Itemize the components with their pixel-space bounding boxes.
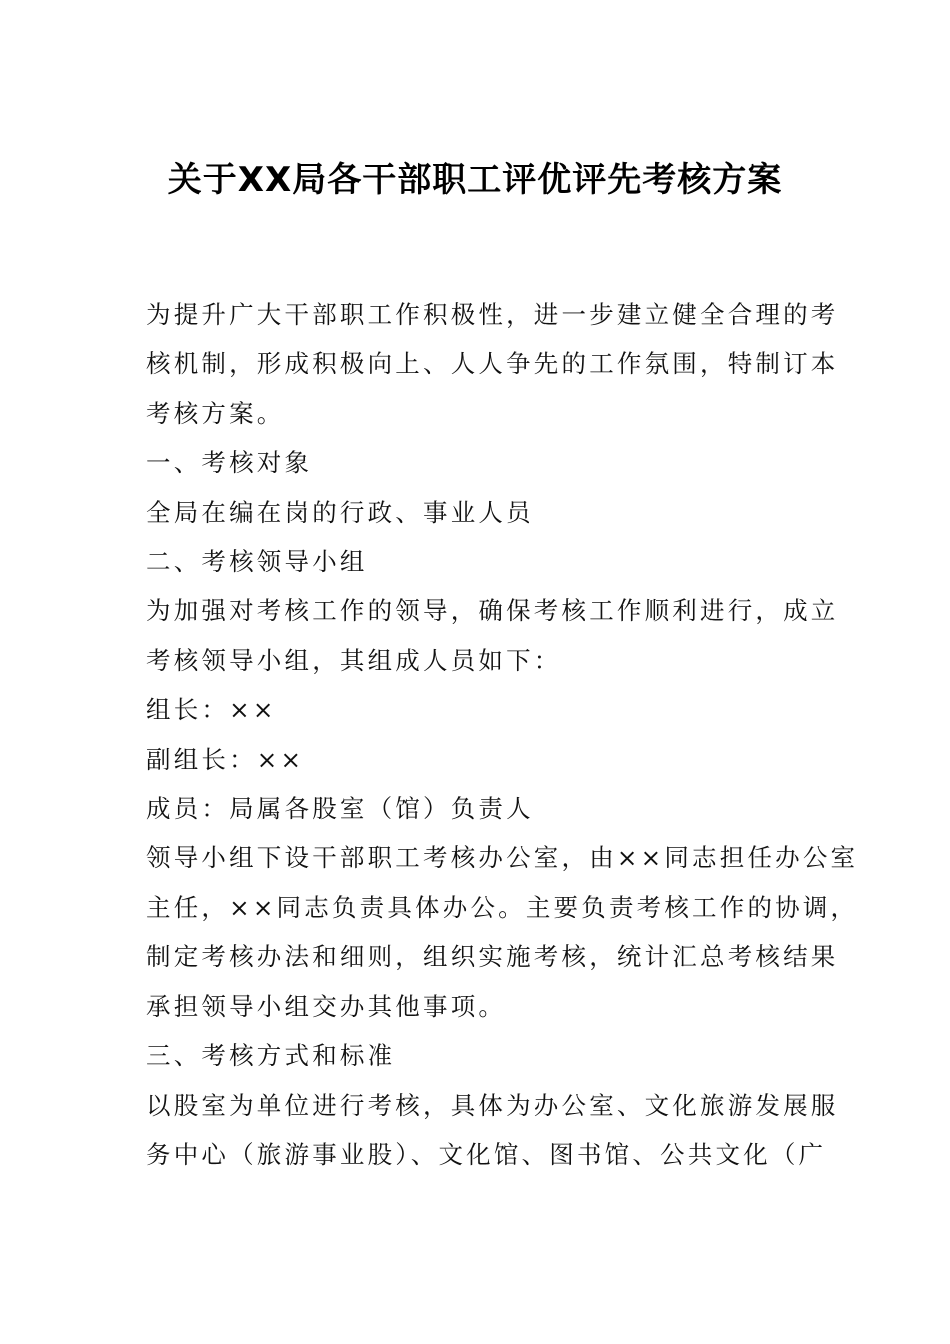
paragraph-line: 主任，××同志负责具体办公。主要负责考核工作的协调， <box>146 892 859 922</box>
paragraph-line: 承担领导小组交办其他事项。 <box>146 991 507 1021</box>
paragraph-line: 全局在编在岗的行政、事业人员 <box>146 497 534 527</box>
member-line: 成员：局属各股室（馆）负责人 <box>146 794 534 824</box>
paragraph-line: 务中心（旅游事业股）、文化馆、图书馆、公共文化（广 <box>146 1139 827 1169</box>
paragraph-line: 以股室为单位进行考核，具体为办公室、文化旅游发展服 <box>146 1090 839 1120</box>
paragraph-line: 为提升广大干部职工作积极性，进一步建立健全合理的考 <box>146 300 839 329</box>
paragraph-line: 为加强对考核工作的领导，确保考核工作顺利进行，成立 <box>146 596 839 626</box>
paragraph-line: 核机制，形成积极向上、人人争先的工作氛围，特制订本 <box>146 349 839 379</box>
section-heading: 一、考核对象 <box>146 448 313 478</box>
document-title: 关于XX局各干部职工评优评先考核方案 <box>167 160 783 200</box>
paragraph-line: 制定考核办法和细则，组织实施考核，统计汇总考核结果 <box>146 942 839 972</box>
paragraph-line: 领导小组下设干部职工考核办公室，由××同志担任办公室 <box>146 843 859 873</box>
document-body <box>146 290 859 1179</box>
section-heading: 三、考核方式和标准 <box>146 1041 396 1071</box>
member-line: 组长：×× <box>146 695 277 725</box>
paragraph-line: 考核领导小组，其组成人员如下： <box>146 645 562 675</box>
member-line: 副组长：×× <box>146 744 305 774</box>
section-heading: 二、考核领导小组 <box>146 547 368 577</box>
paragraph-line: 考核方案。 <box>146 398 285 428</box>
